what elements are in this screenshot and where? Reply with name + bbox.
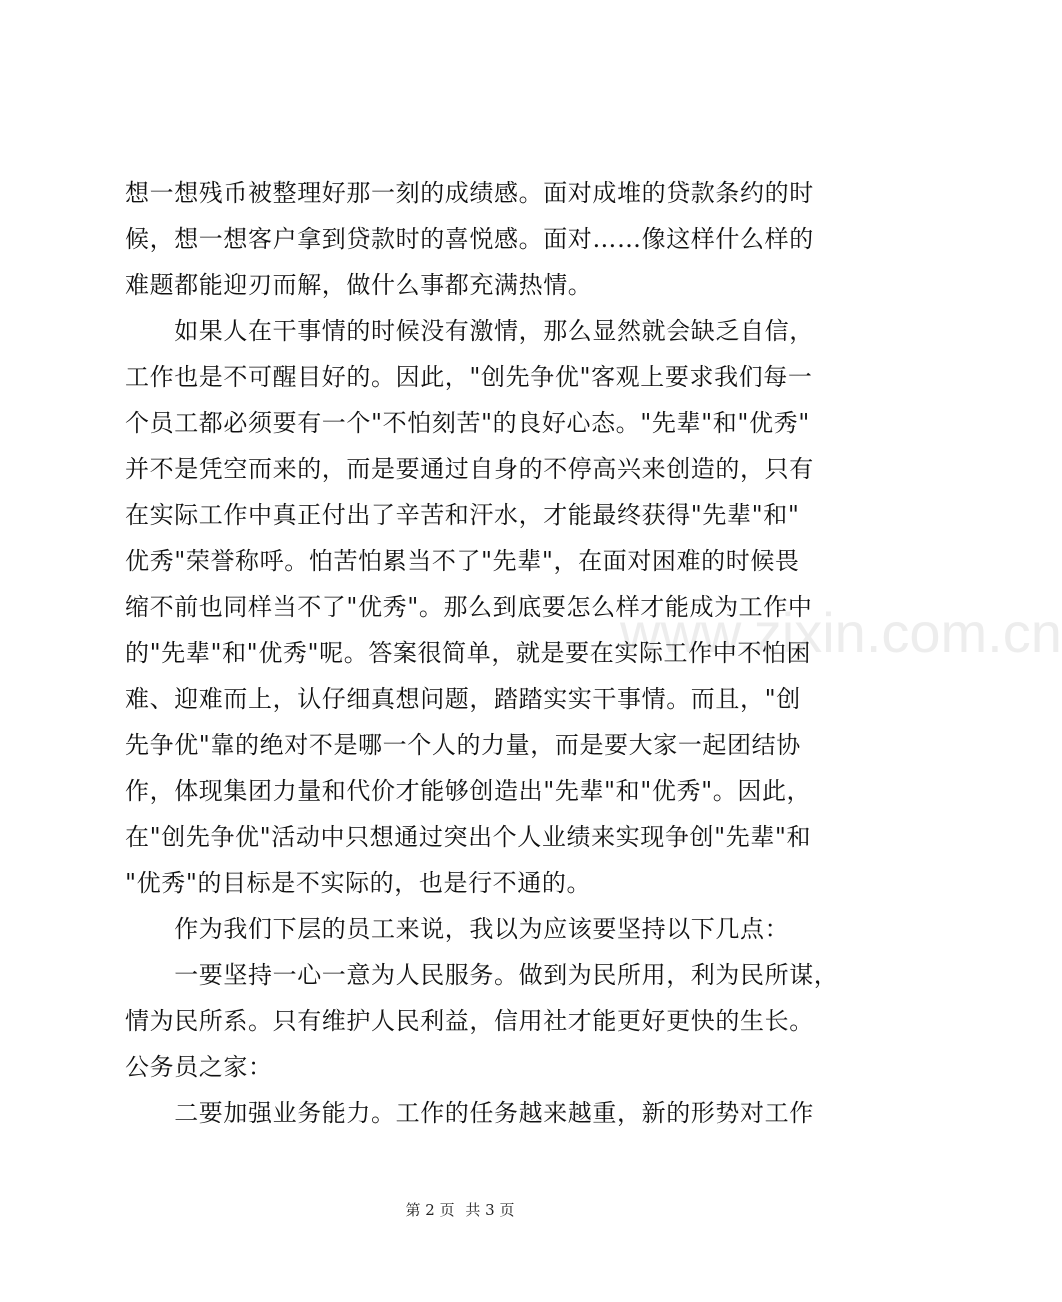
page-total: 共 3 页 <box>465 1201 515 1219</box>
page-number: 第 2 页 <box>405 1201 455 1219</box>
text-line: 先争优"靠的绝对不是哪一个人的力量，而是要大家一起团结协 <box>125 731 801 759</box>
text-line: 如果人在干事情的时候没有激情，那么显然就会缺乏自信， <box>125 317 814 345</box>
text-line: 一要坚持一心一意为人民服务。做到为民所用，利为民所谋， <box>125 961 839 989</box>
text-line: 个员工都必须要有一个"不怕刻苦"的良好心态。"先辈"和"优秀" <box>125 409 810 437</box>
text-line: "优秀"的目标是不实际的，也是行不通的。 <box>125 869 592 897</box>
text-line: 作，体现集团力量和代价才能够创造出"先辈"和"优秀"。因此， <box>125 777 812 805</box>
text-line: 缩不前也同样当不了"优秀"。那么到底要怎么样才能成为工作中 <box>125 593 813 621</box>
text-line: 作为我们下层的员工来说，我以为应该要坚持以下几点： <box>125 915 790 943</box>
text-line: 在"创先争优"活动中只想通过突出个人业绩来实现争创"先辈"和 <box>125 823 812 851</box>
text-line: 的"先辈"和"优秀"呢。答案很简单，就是要在实际工作中不怕困 <box>125 639 812 667</box>
text-line: 难、迎难而上，认仔细真想问题，踏踏实实干事情。而且，"创 <box>125 685 801 713</box>
text-line: 二要加强业务能力。工作的任务越来越重，新的形势对工作 <box>125 1099 814 1127</box>
text-line: 优秀"荣誉称呼。怕苦怕累当不了"先辈"，在面对困难的时候畏 <box>125 547 800 575</box>
body-text <box>125 170 839 1136</box>
text-line: 难题都能迎刃而解，做什么事都充满热情。 <box>125 271 593 299</box>
text-line: 想一想残币被整理好那一刻的成绩感。面对成堆的贷款条约的时 <box>125 179 814 207</box>
text-line: 公务员之家： <box>125 1053 273 1081</box>
text-line: 在实际工作中真正付出了辛苦和汗水，才能最终获得"先辈"和" <box>125 501 800 529</box>
watermark: www.zixin.com.cn <box>620 601 1062 664</box>
text-line: 并不是凭空而来的，而是要通过自身的不停高兴来创造的，只有 <box>125 455 814 483</box>
page-footer <box>0 1200 920 1220</box>
text-line: 工作也是不可醒目好的。因此，"创先争优"客观上要求我们每一 <box>125 363 813 391</box>
text-line: 情为民所系。只有维护人民利益，信用社才能更好更快的生长。 <box>125 1007 814 1035</box>
text-line: 候，想一想客户拿到贷款时的喜悦感。面对……像这样什么样的 <box>125 225 814 253</box>
